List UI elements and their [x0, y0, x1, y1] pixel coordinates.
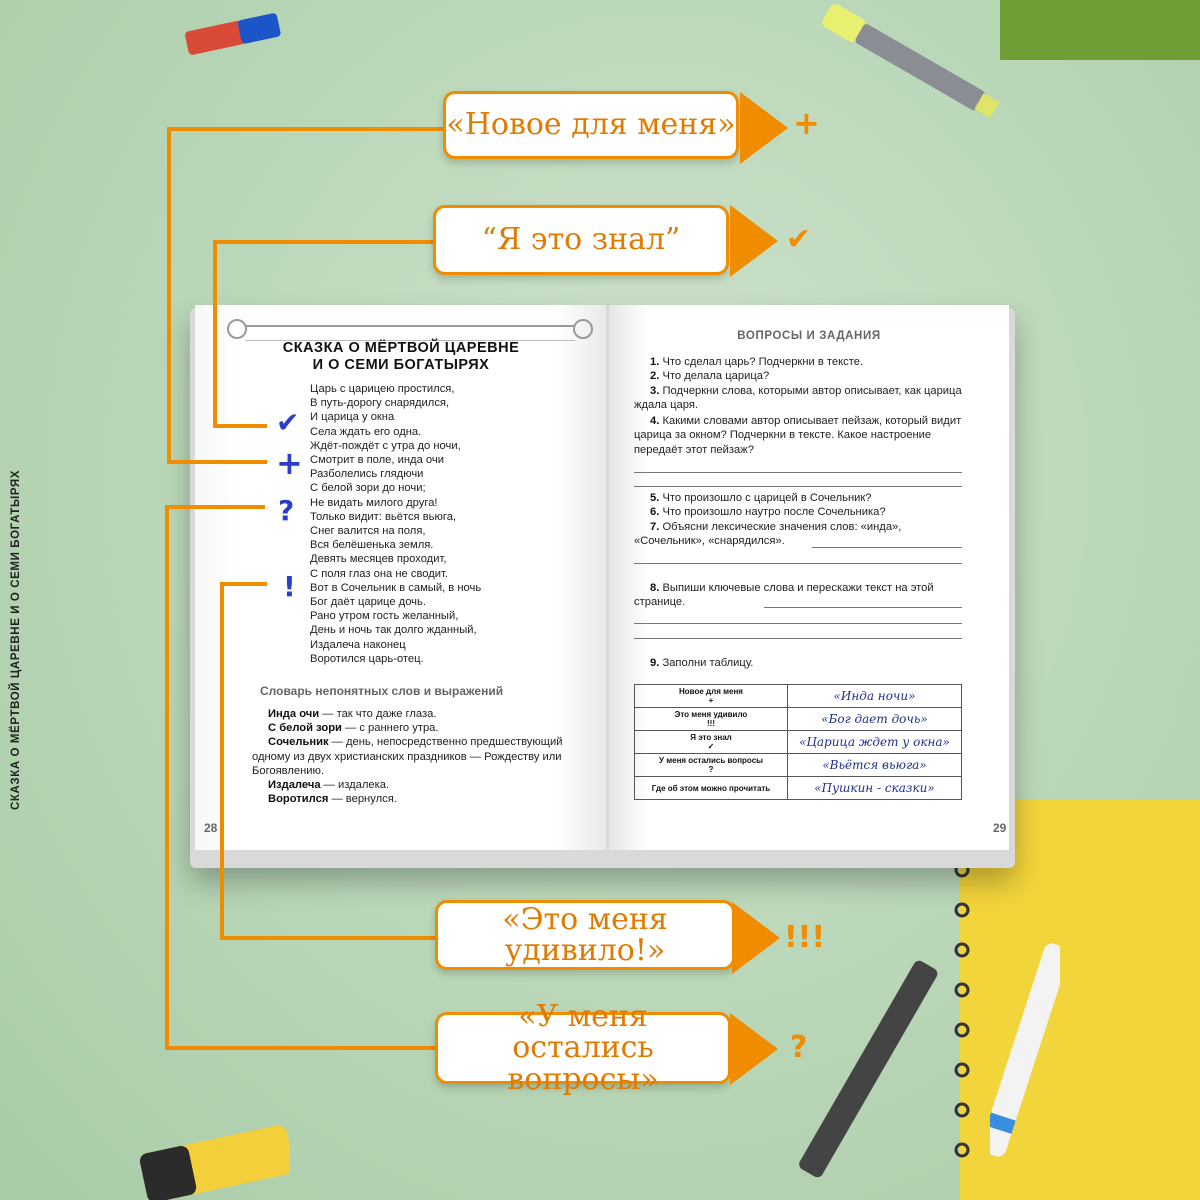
exclamation-marker-icon: !: [283, 570, 296, 603]
table-row: [635, 708, 962, 731]
callout-new-for-me: [443, 91, 739, 159]
poem-line: Села ждать его одна.: [310, 425, 422, 438]
connector-new: [167, 460, 267, 464]
question-text: Подчеркни слова, которыми автор описывает, как царица ждала царя.: [634, 385, 962, 412]
white-marker-icon: [990, 930, 1060, 1170]
callout-text: “Я это знал”: [481, 222, 681, 258]
eraser-icon: [178, 10, 288, 60]
connector-surprise: [220, 936, 437, 940]
connector-new: [167, 127, 445, 131]
question-7: [634, 520, 934, 549]
connector-question: [165, 505, 169, 1050]
questions-title: ВОПРОСЫ И ЗАДАНИЯ: [737, 330, 881, 342]
callout-arrow-icon: [730, 205, 778, 277]
question-text: Какими словами автор описывает пейзаж, который видит царица за окном? Подчеркни в тексте. Какое настроение передаёт этот пейзаж?: [634, 415, 962, 456]
glossary-def: — вернулся.: [328, 793, 397, 806]
answer-line: [812, 547, 962, 548]
question-number: 3.: [650, 385, 660, 397]
poem-line: Издалеча наконец: [310, 638, 406, 651]
callout-arrow-icon: [732, 902, 780, 974]
question-marker-icon: ?: [278, 494, 295, 527]
pen-icon: [760, 940, 980, 1200]
glossary-entry: [252, 778, 572, 792]
glossary: [252, 707, 572, 806]
table-row: [635, 777, 962, 800]
table-row: [635, 685, 962, 708]
table-cell-answer: «Пушкин - сказки»: [788, 777, 962, 800]
table-cell-answer: «Бог дает дочь»: [788, 708, 962, 731]
question-5: [634, 491, 964, 505]
story-title: [195, 340, 607, 374]
poem: [310, 382, 481, 666]
glossary-def: — с раннего утра.: [341, 722, 439, 735]
answer-line: [634, 486, 962, 487]
callout-text: «У меня остались вопросы»: [507, 998, 659, 1097]
poem-line: Смотрит в поле, инда очи: [310, 454, 444, 467]
poem-line: Царь с царицею простился,: [310, 383, 455, 395]
title-line-1: СКАЗКА О МЁРТВОЙ ЦАРЕВНЕ: [282, 340, 520, 356]
poem-line: Не видать милого друга!: [310, 496, 438, 509]
callout-text: «Новое для меня»: [446, 107, 736, 143]
table-cell-answer: «Вьётся вьюга»: [788, 754, 962, 777]
answer-line: [764, 607, 962, 608]
poem-line: С белой зори до ночи;: [310, 482, 426, 495]
connector-question: [165, 1046, 437, 1050]
question-number: 4.: [650, 415, 660, 427]
callout-arrow-icon: [740, 92, 788, 164]
callout-questions-remain: [435, 998, 731, 1097]
table-cell-answer: «Царица ждет у окна»: [788, 731, 962, 754]
check-symbol-icon: ✔: [786, 222, 812, 257]
question-text: Что произошло наутро после Сочельника?: [659, 506, 886, 518]
question-3: [634, 384, 964, 413]
poem-line: Рано утром гость желанный,: [310, 610, 459, 623]
question-text: Выпиши ключевые слова и перескажи текст на этой странице.: [634, 582, 934, 609]
glossary-entry: [252, 721, 572, 735]
connector-known: [213, 240, 217, 428]
glossary-entry: [252, 735, 572, 778]
poem-line: Разболелись глядючи: [310, 468, 424, 481]
glossary-term: Сочельник: [268, 736, 329, 749]
table-cell-answer: «Инда ночи»: [788, 685, 962, 708]
connector-question: [165, 505, 265, 509]
question-6: [634, 505, 964, 519]
poem-line: День и ночь так долго жданный,: [310, 624, 477, 637]
poem-line: В путь-дорогу снарядился,: [310, 397, 450, 410]
question-text: Объясни лексические значения слов: «инда», «Сочельник», «снарядился».: [634, 521, 902, 548]
glossary-entry: [252, 707, 572, 721]
question-number: 7.: [650, 521, 660, 533]
glossary-def: — издалека.: [320, 779, 390, 792]
reflection-table: [634, 684, 962, 800]
table-row: [635, 731, 962, 754]
callout-arrow-icon: [730, 1013, 778, 1085]
connector-known: [213, 240, 435, 244]
spine-title: СКАЗКА О МЁРТВОЙ ЦАРЕВНЕ И О СЕМИ БОГАТЫРЯХ: [10, 469, 22, 810]
title-line-2: И О СЕМИ БОГАТЫРЯХ: [312, 357, 490, 373]
question-number: 6.: [650, 506, 660, 518]
table-cell-label: Где об этом можно прочитать: [635, 777, 788, 800]
table-cell-label: У меня остались вопросы ?: [635, 754, 788, 777]
question-number: 9.: [650, 657, 660, 669]
page-number-right: 29: [993, 821, 1007, 835]
poem-line: Девять месяцев проходит,: [310, 553, 447, 566]
connector-known: [213, 424, 267, 428]
question-8: [634, 581, 964, 610]
question-text: Заполни таблицу.: [659, 657, 754, 669]
question-4: [634, 414, 964, 457]
question-symbol-icon: ?: [790, 1030, 808, 1065]
poem-line: Вот в Сочельник в самый, в ночь: [310, 581, 482, 594]
question-number: 1.: [650, 356, 660, 368]
question-text: Что делала царица?: [659, 370, 770, 382]
answer-line: [634, 563, 962, 564]
answer-line: [634, 472, 962, 473]
poem-line: Ждёт-пождёт с утра до ночи,: [310, 439, 461, 452]
glossary-entry: [252, 792, 572, 806]
answer-line: [634, 623, 962, 624]
poem-line: Воротился царь-отец.: [310, 652, 424, 665]
question-number: 5.: [650, 492, 660, 504]
table-cell-label: Это меня удивило !!!: [635, 708, 788, 731]
question-number: 8.: [650, 582, 660, 594]
question-text: Что сделал царь? Подчеркни в тексте.: [659, 356, 864, 368]
glossary-def: — так что даже глаза.: [319, 708, 437, 720]
glossary-def: — день, непосредственно предшествующий одному из двух христианских праздников — Рождеству или Богоявлению.: [252, 736, 563, 777]
poem-line: С поля глаз она не сводит.: [310, 567, 449, 580]
question-1: [634, 355, 964, 369]
callout-i-knew: [433, 205, 729, 275]
glossary-term: Издалеча: [268, 779, 321, 792]
plus-marker-icon: +: [276, 444, 303, 482]
exclamation-symbol-icon: !!!: [784, 920, 826, 955]
ornament-frame: [245, 325, 575, 341]
table-cell-label: Я это знал ✓: [635, 731, 788, 754]
check-marker-icon: ✔: [276, 406, 300, 439]
glossary-term: Инда очи: [268, 708, 320, 720]
poem-line: Вся белёшенька земля.: [310, 539, 434, 552]
table-row: [635, 754, 962, 777]
connector-surprise: [220, 582, 267, 586]
connector-new: [167, 127, 171, 464]
glossary-term: С белой зори: [268, 722, 342, 735]
glossary-title: Словарь непонятных слов и выражений: [260, 684, 504, 698]
answer-line: [634, 638, 962, 639]
callout-text: «Это меня удивило!»: [502, 901, 668, 968]
poem-line: И царица у окна: [310, 411, 395, 424]
page-number-left: 28: [204, 821, 218, 835]
connector-surprise: [220, 582, 224, 940]
glossary-term: Воротился: [268, 793, 329, 806]
plus-symbol-icon: +: [793, 104, 820, 142]
question-number: 2.: [650, 370, 660, 382]
callout-surprised: [435, 900, 735, 970]
green-pouch-icon: [1000, 0, 1200, 80]
poem-line: Только видит: вьётся вьюга,: [310, 510, 457, 523]
question-2: [634, 369, 964, 383]
question-text: Что произошло с царицей в Сочельник?: [659, 492, 872, 504]
poem-line: Снег валится на поля,: [310, 525, 426, 538]
yellow-marker-icon: [130, 1110, 290, 1200]
poem-line: Бог даёт царице дочь.: [310, 596, 426, 609]
question-9: [634, 656, 964, 670]
table-cell-label: Новое для меня +: [635, 685, 788, 708]
